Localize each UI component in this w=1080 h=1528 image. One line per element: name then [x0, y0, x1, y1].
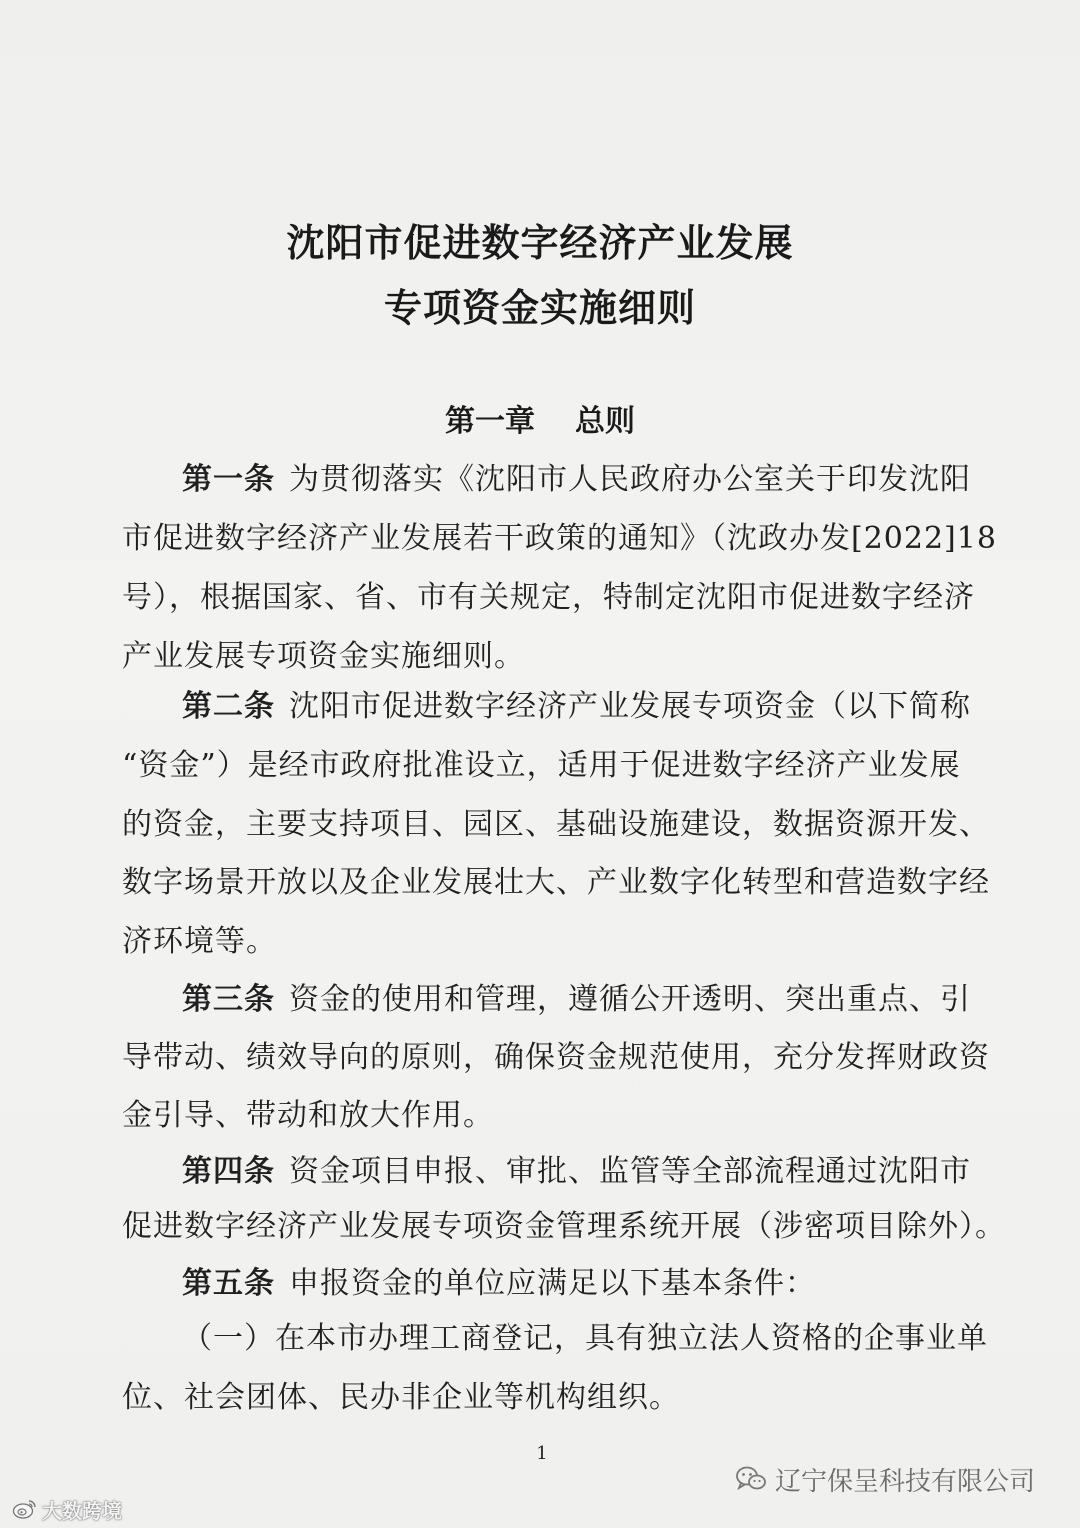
article-3-line-2: 导带动、绩效导向的原则，确保资金规范使用，充分发挥财政资 [122, 1040, 990, 1075]
clause-1-line-1: （一）在本市办理工商登记，具有独立法人资格的企事业单 [182, 1321, 988, 1356]
article-3-line-1: 第三条 资金的使用和管理，遵循公开透明、突出重点、引 [182, 982, 971, 1017]
chapter-title: 总则 [575, 404, 635, 439]
article-1-line-1: 第一条 为贯彻落实《沈阳市人民政府办公室关于印发沈阳 [182, 462, 971, 497]
article-2-line-3: 的资金，主要支持项目、园区、基础设施建设，数据资源开发、 [122, 807, 990, 842]
page-number: 1 [536, 1443, 548, 1464]
article-4-label: 第四条 [182, 1154, 275, 1189]
article-3-line-3: 金引导、带动和放大作用。 [122, 1098, 494, 1133]
clause-1-line-2: 位、社会团体、民办非企业等机构组织。 [122, 1380, 680, 1415]
weibo-icon [12, 1498, 38, 1520]
article-2-line-2: “资金”）是经市政府批准设立，适用于促进数字经济产业发展 [122, 748, 961, 783]
article-2-line-5: 济环境等。 [122, 924, 277, 959]
article-4-line-1: 第四条 资金项目申报、审批、监管等全部流程通过沈阳市 [182, 1154, 971, 1189]
article-2-line-1: 第二条 沈阳市促进数字经济产业发展专项资金（以下简称 [182, 689, 971, 724]
article-1-label: 第一条 [182, 462, 275, 497]
weibo-watermark [12, 1496, 122, 1522]
article-5-label: 第五条 [182, 1266, 275, 1301]
document-title-line-1: 沈阳市促进数字经济产业发展 [286, 221, 794, 265]
article-1-line-2: 市促进数字经济产业发展若干政策的通知》（沈政办发[2022]18 [122, 521, 997, 556]
article-1-line-4: 产业发展专项资金实施细则。 [122, 639, 525, 674]
article-2-line-4: 数字场景开放以及企业发展壮大、产业数字化转型和营造数字经 [122, 865, 990, 900]
document-title-line-2: 专项资金实施细则 [383, 286, 696, 330]
article-2-label: 第二条 [182, 689, 275, 724]
chapter-number: 第一章 [445, 404, 535, 439]
weibo-account-name: 大数跨境 [42, 1498, 122, 1523]
wechat-watermark [735, 1461, 1035, 1497]
article-3-label: 第三条 [182, 982, 275, 1017]
article-5-line-1: 第五条 申报资金的单位应满足以下基本条件： [182, 1266, 816, 1301]
wechat-icon [735, 1465, 767, 1493]
article-4-line-2: 促进数字经济产业发展专项资金管理系统开展（涉密项目除外）。 [122, 1209, 1006, 1244]
article-1-line-3: 号），根据国家、省、市有关规定，特制定沈阳市促进数字经济 [122, 580, 975, 615]
wechat-account-name: 辽宁保呈科技有限公司 [775, 1466, 1036, 1497]
chapter-heading [0, 396, 1080, 440]
